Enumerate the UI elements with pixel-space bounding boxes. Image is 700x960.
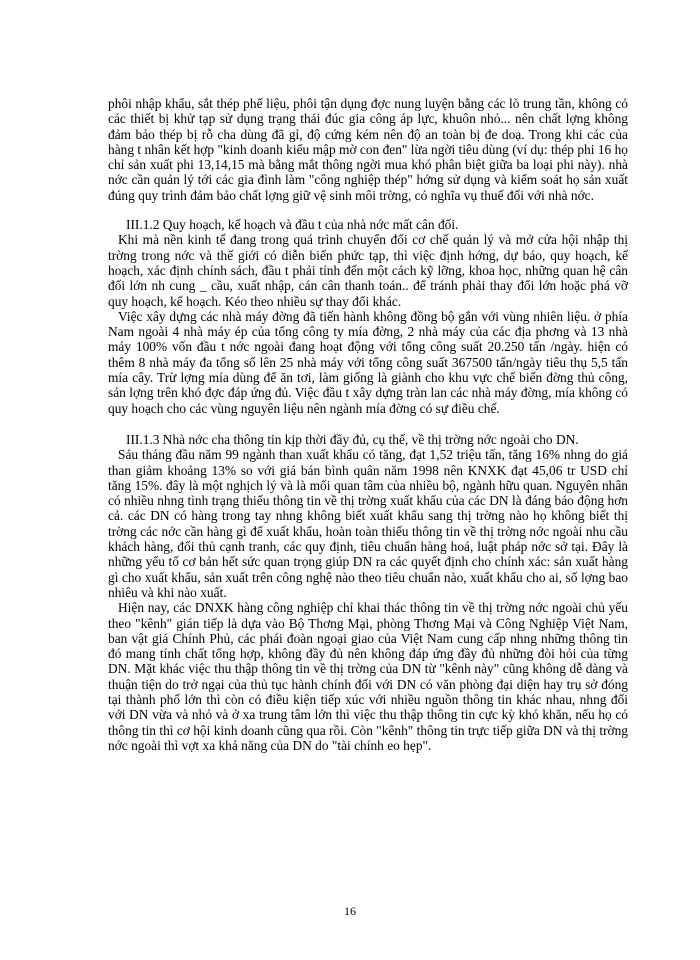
paragraph-sugar-factories: Việc xây dựng các nhà máy đờng đã tiến hành không đồng bộ gắn với vùng nhiên liệu. ở phía Nam ngoài 4 nhà máy ép của tổng công ty mía đờng, 2 nhà máy của các địa phơng và 13 nhà máy 100% vốn đầu t nớc ngoài đang hoạt động với tổng công suất 20.250 tấn /ngày. hiện có thêm 8 nhà máy đa tổng số lên 25 nhà máy với tổng công suất 367500 tấn/ngày tiêu thụ 5,5 tấn mía cây. Trừ lợng mía dùng để ăn tơi, làm giống là giành cho khu vực chế biến đờng thủ công, sản lợng trên khó đợc đáp ứng đủ. Việc đầu t xây dựng tràn lan các nhà máy đờng, mía không có quy hoạch cho các vùng nguyên liệu nên ngành mía đờng có sự điều chế. xyxy=(108,308,628,416)
section-heading-3-1-3: III.1.3 Nhà nớc cha thông tin kịp thời đầy đủ, cụ thể, về thị trờng nớc ngoài cho DN. xyxy=(126,431,579,447)
paragraph-planning: Khi mà nền kinh tế đang trong quá trình chuyển đổi cơ chế quản lý và mở cửa hội nhập thị trờng trong nớc và thế giới có diễn biến phức tạp, thì việc định hớng, dự báo, quy hoạch, kế hoạch, xác định chính sách, đầu t phải tính đến một cách kỹ lỡng, khoa học, những quan hệ cân đối lớn nh cung _ cầu, xuất nhập, cán cân thanh toán.. để tránh phải thay đổi lớn hoặc phá vỡ quy hoạch, kế hoạch. Kéo theo nhiều sự thay đổi khác. xyxy=(108,232,628,309)
paragraph-coal-export: Sáu tháng đầu năm 99 ngành than xuất khẩu có tăng, đạt 1,52 triệu tấn, tăng 16% nhng do giá than giảm khoảng 13% so với giá bán bình quân năm 1998 nên KNXK đạt 45,06 tr USD chỉ tăng 15%. đây là một nghịch lý và là mối quan tâm của nhiều bộ, ngành hữu quan. Nguyên nhân có nhiều nhng tình trạng thiếu thông tin về thị trờng xuất khẩu của các DN là đáng báo động hơn cả. các DN có hàng trong tay nhng không biết xuất khẩu sang thị trờng nào họ không biết thị trờng các nớc cần hàng gì để xuất khẩu, hoàn toàn thiếu thông tin về thị trờng nớc ngoài nhu cầu khách hàng, đối thủ cạnh tranh, các quy định, tiêu chuẩn hàng hoá, luật pháp nớc sở tại. Đây là những yếu tố cơ bản hết sức quan trọng giúp DN ra các quyết định cho chính xác: sản xuất hàng gì cho xuất khẩu, sản xuất trên công nghệ nào theo tiêu chuẩn nào, xuất khẩu cho ai, số lợng bao nhiêu và khi nào xuất. xyxy=(108,447,628,600)
section-heading-3-1-2: III.1.2 Quy hoạch, kế hoạch và đầu t của nhà nớc mất cân đối. xyxy=(126,217,459,233)
paragraph-steel-market: phôi nhập khẩu, sắt thép phế liệu, phôi tận dụng đợc nung luyện bằng các lò trung tần, không có các thiết bị khử tạp sử dụng trạng thái đúc gia công áp lực, khuôn nhỏ... nên chất lợng không đảm bảo thép bị rỗ cha dùng đã gỉ, độ cứng kém nên độ an toàn bị đe doạ. Trong khi các của hàng t nhân kết hợp "kinh doanh kiểu mập mờ con đen" lừa ngời tiêu dùng (ví dụ: thép phi 16 họ chỉ sản xuất phi 13,14,15 mà bằng mắt thông ngời mua khó phân biệt giữa ba loại phi này). nhà nớc cần quản lý tới các gia đình làm "công nghiệp thép" hớng sử dụng và kiểm soát họ sản xuất đúng quy trình đảm bảo chất lợng giữ vệ sinh môi trờng, có nghĩa vụ thuế đối với nhà nớc. xyxy=(108,96,628,203)
document-body xyxy=(108,96,628,753)
page-number: 16 xyxy=(344,904,356,918)
paragraph-information-channels: Hiện nay, các DNXK hàng công nghiệp chỉ khai thác thông tin về thị trờng nớc ngoài chủ yếu theo "kênh" gián tiếp là dựa vào Bộ Thơng Mại, phòng Thơng Mại và Công Nghiệp Việt Nam, ban vật giá Chính Phủ, các phái đoàn ngoại giao của Việt Nam cung cấp nhng những thông tin đó mang tính chất tổng hợp, không đầy đủ nên không đáp ứng đầy đủ những đòi hỏi của từng DN. Mặt khác việc thu thập thông tin về thị trờng của DN từ "kênh này" cũng không dễ dàng và thuận tiện do trở ngại của thủ tục hành chính đối với DN có văn phòng đại diện hay trụ sở đóng tại thành phố lớn thì còn có điều kiện tiếp xúc với nhiều nguồn thông tin khác nhau, nhng đối với DN vừa và nhỏ và ở xa trung tâm lớn thì việc thu thập thông tin cực kỳ khó khăn, nếu họ có thông tin thì cơ hội kinh doanh cũng qua rồi. Còn "kênh" thông tin trực tiếp giữa DN và thị trờng nớc ngoài thì vợt xa khả năng của DN do "tài chính eo hẹp". xyxy=(108,600,628,753)
